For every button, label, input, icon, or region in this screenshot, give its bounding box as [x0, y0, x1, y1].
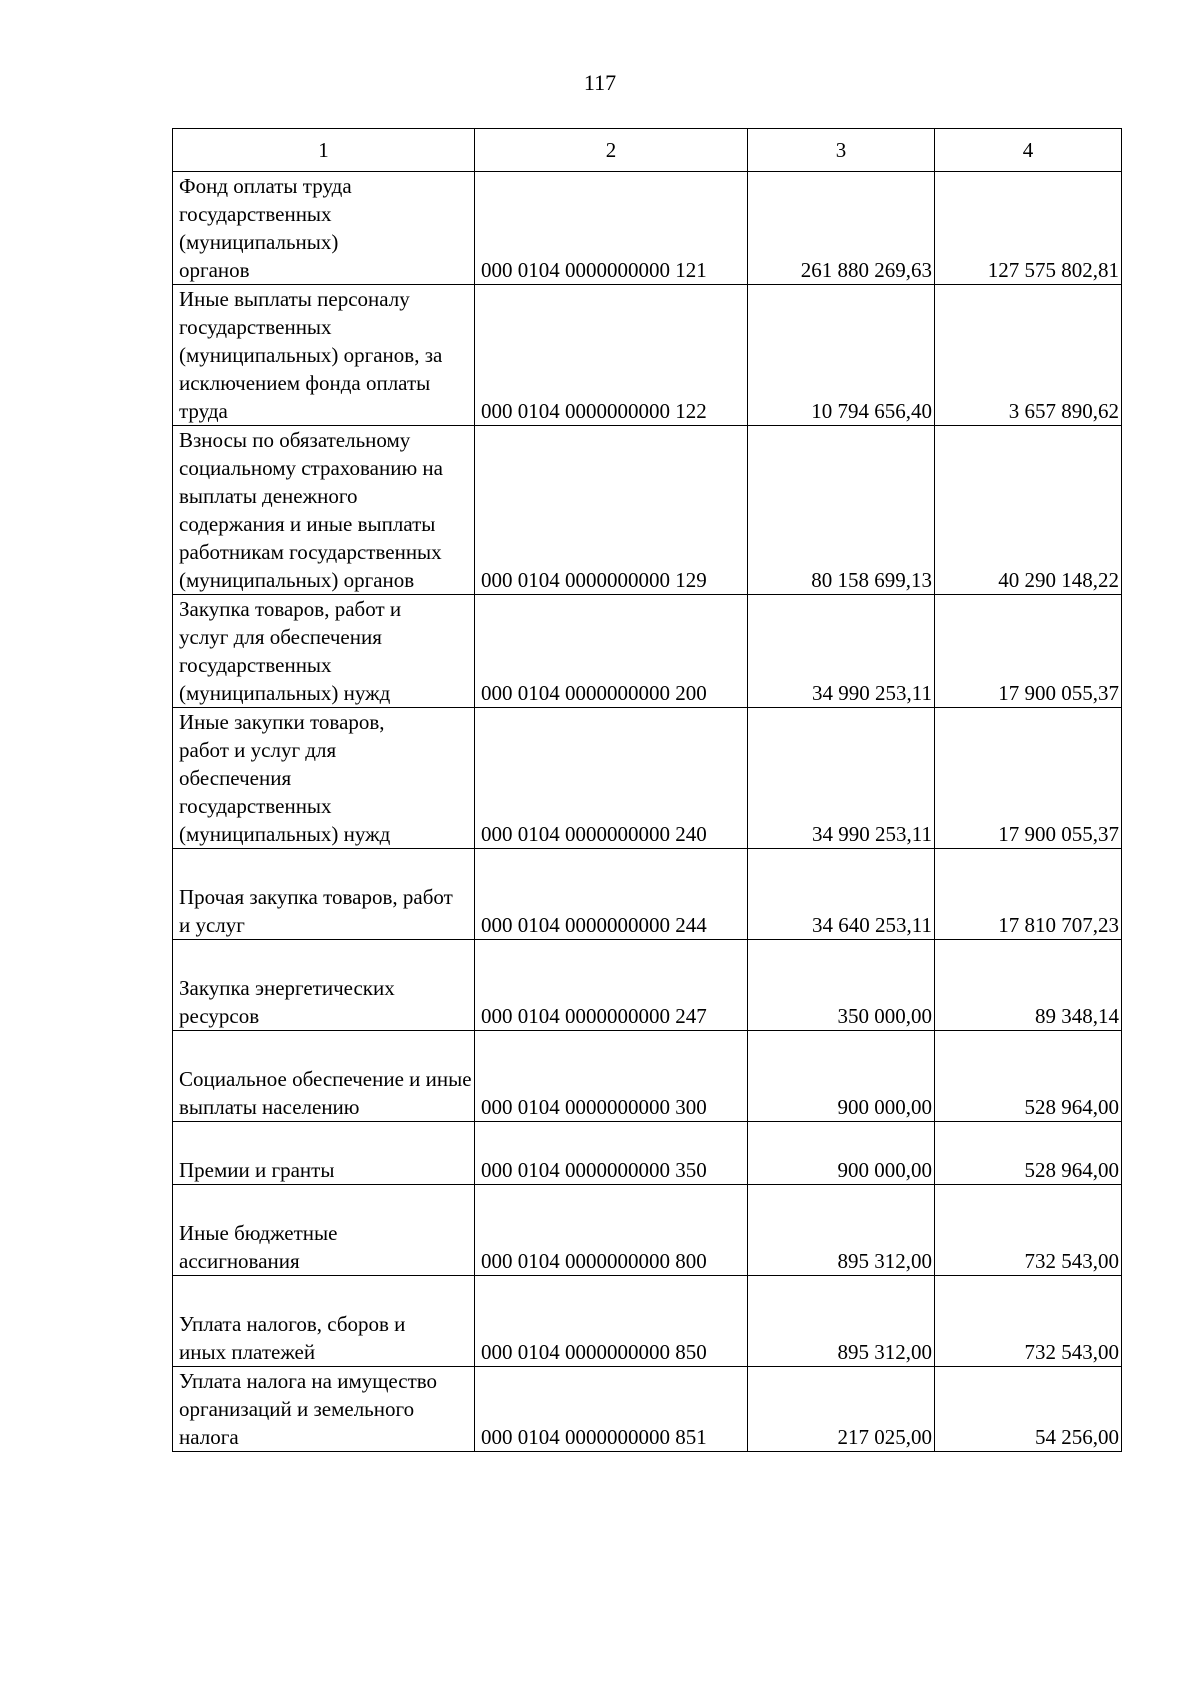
table-row: [173, 1031, 1122, 1122]
row-code: 000 0104 0000000000 244: [475, 849, 748, 940]
row-name: Иные закупки товаров, работ и услуг для обеспечения государственных (муниципальных) нужд: [173, 708, 475, 849]
row-value-col4: 17 900 055,37: [935, 595, 1122, 708]
row-value-col4: 89 348,14: [935, 940, 1122, 1031]
row-value-col3: 895 312,00: [748, 1276, 935, 1367]
row-code: 000 0104 0000000000 851: [475, 1367, 748, 1452]
row-name: Взносы по обязательному социальному страхованию на выплаты денежного содержания и иные выплаты работникам государственных (муниципальных) органов: [173, 426, 475, 595]
row-code: 000 0104 0000000000 240: [475, 708, 748, 849]
table-header-row: [173, 129, 1122, 172]
row-name: Уплата налогов, сборов и иных платежей: [173, 1276, 475, 1367]
table-row: [173, 849, 1122, 940]
row-value-col4: 732 543,00: [935, 1276, 1122, 1367]
row-value-col3: 34 990 253,11: [748, 595, 935, 708]
row-value-col3: 34 990 253,11: [748, 708, 935, 849]
row-code: 000 0104 0000000000 247: [475, 940, 748, 1031]
row-code: 000 0104 0000000000 350: [475, 1122, 748, 1185]
row-value-col4: 3 657 890,62: [935, 285, 1122, 426]
row-value-col3: 900 000,00: [748, 1122, 935, 1185]
row-name: Прочая закупка товаров, работ и услуг: [173, 849, 475, 940]
column-header-4: 4: [935, 129, 1122, 172]
row-name: Социальное обеспечение и иные выплаты населению: [173, 1031, 475, 1122]
row-value-col3: 217 025,00: [748, 1367, 935, 1452]
table-row: [173, 708, 1122, 849]
table-row: [173, 1185, 1122, 1276]
table-row: [173, 285, 1122, 426]
table-row: [173, 1122, 1122, 1185]
table-row: [173, 940, 1122, 1031]
row-code: 000 0104 0000000000 121: [475, 172, 748, 285]
row-name: Уплата налога на имущество организаций и земельного налога: [173, 1367, 475, 1452]
row-value-col3: 80 158 699,13: [748, 426, 935, 595]
table-row: [173, 1276, 1122, 1367]
row-value-col4: 732 543,00: [935, 1185, 1122, 1276]
row-name: Закупка энергетических ресурсов: [173, 940, 475, 1031]
row-code: 000 0104 0000000000 850: [475, 1276, 748, 1367]
row-value-col4: 528 964,00: [935, 1031, 1122, 1122]
column-header-3: 3: [748, 129, 935, 172]
row-value-col3: 10 794 656,40: [748, 285, 935, 426]
row-name: Иные бюджетные ассигнования: [173, 1185, 475, 1276]
table-row: [173, 172, 1122, 285]
row-name: Премии и гранты: [173, 1122, 475, 1185]
budget-table: [172, 128, 1122, 1452]
row-value-col3: 261 880 269,63: [748, 172, 935, 285]
row-code: 000 0104 0000000000 200: [475, 595, 748, 708]
row-value-col3: 350 000,00: [748, 940, 935, 1031]
row-code: 000 0104 0000000000 300: [475, 1031, 748, 1122]
row-value-col4: 528 964,00: [935, 1122, 1122, 1185]
column-header-2: 2: [475, 129, 748, 172]
row-value-col4: 17 810 707,23: [935, 849, 1122, 940]
row-value-col3: 895 312,00: [748, 1185, 935, 1276]
row-name: Фонд оплаты труда государственных (муниципальных) органов: [173, 172, 475, 285]
row-value-col4: 40 290 148,22: [935, 426, 1122, 595]
row-value-col4: 17 900 055,37: [935, 708, 1122, 849]
table-row: [173, 426, 1122, 595]
table-row: [173, 595, 1122, 708]
row-code: 000 0104 0000000000 800: [475, 1185, 748, 1276]
row-value-col3: 34 640 253,11: [748, 849, 935, 940]
column-header-1: 1: [173, 129, 475, 172]
table-row: [173, 1367, 1122, 1452]
row-code: 000 0104 0000000000 122: [475, 285, 748, 426]
row-value-col4: 54 256,00: [935, 1367, 1122, 1452]
row-code: 000 0104 0000000000 129: [475, 426, 748, 595]
row-name: Иные выплаты персоналу государственных (муниципальных) органов, за исключением фонда оплаты труда: [173, 285, 475, 426]
row-value-col3: 900 000,00: [748, 1031, 935, 1122]
row-name: Закупка товаров, работ и услуг для обеспечения государственных (муниципальных) нужд: [173, 595, 475, 708]
row-value-col4: 127 575 802,81: [935, 172, 1122, 285]
page-number: 117: [583, 70, 617, 95]
